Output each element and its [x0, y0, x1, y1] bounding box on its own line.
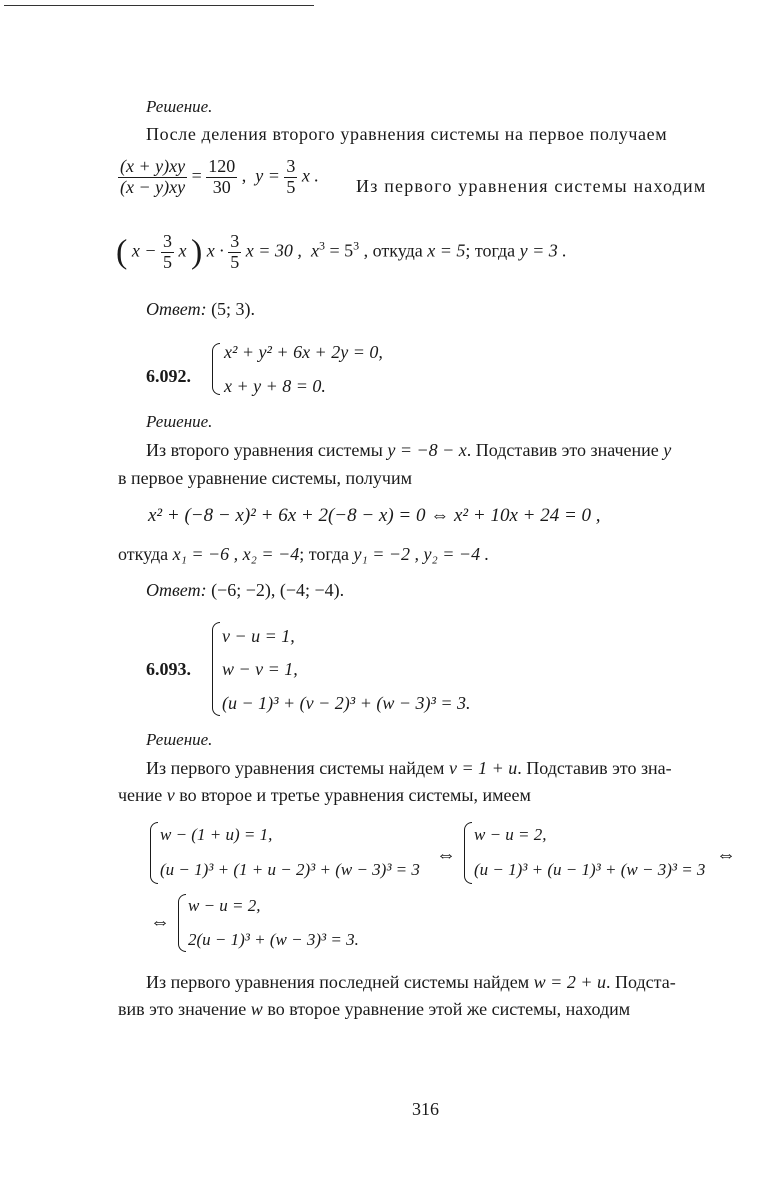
system-equation: (u − 1)³ + (1 + u − 2)³ + (w − 3)³ = 3 [160, 860, 420, 879]
math-expression: x [310, 240, 319, 261]
equation-line [116, 232, 567, 273]
text-span: чение [118, 785, 163, 805]
answer-label: Ответ: [146, 580, 207, 600]
equation-line [118, 157, 319, 198]
math-expression: y₁ = −2 , y₂ = −4 . [353, 544, 490, 564]
solution-label: Решение. [146, 97, 213, 116]
system-brace [464, 822, 472, 884]
text-span: Из первого уравнения последней системы найдем [146, 972, 530, 992]
header-rule [4, 5, 314, 6]
math-expression: v = 1 + u [448, 758, 518, 778]
text-span: вив это значение [118, 999, 247, 1019]
text-span: Из первого уравнения системы найдем [146, 758, 445, 778]
math-expression: y = 3 . [519, 240, 567, 261]
math-expression: x . [301, 165, 319, 186]
math-expression: x₁ = −6 , x₂ = −4 [172, 544, 300, 564]
math-expression: x · [206, 240, 224, 261]
system-equation: w − v = 1, [222, 659, 298, 679]
system-equation: 2(u − 1)³ + (w − 3)³ = 3. [188, 930, 359, 949]
system-equation: x + y + 8 = 0. [224, 376, 326, 396]
problem-number: 6.092. [146, 366, 191, 386]
paragraph-text [146, 973, 676, 991]
math-expression: w [250, 999, 263, 1019]
text-span: откуда [118, 544, 169, 564]
text-span: . Подставив это значение [466, 440, 659, 460]
fraction-denominator: 30 [212, 176, 231, 197]
solution-label: Решение. [146, 730, 213, 749]
fraction-numerator: 3 [286, 156, 296, 176]
math-expression: y = −8 − x [387, 440, 467, 460]
system-brace [150, 822, 158, 884]
iff-symbol: ⇔ [716, 844, 736, 866]
superscript: 3 [353, 238, 360, 253]
paragraph-text: в первое уравнение системы, получим [118, 468, 412, 488]
math-expression: y = [255, 165, 280, 186]
paragraph-text [118, 1000, 630, 1018]
text-span: во второе уравнение этой же системы, находим [267, 999, 631, 1019]
system-equation: (u − 1)³ + (u − 1)³ + (w − 3)³ = 3 [474, 860, 706, 879]
system-equation: v − u = 1, [222, 626, 295, 646]
math-expression: x = 30 , [245, 240, 302, 261]
fraction-numerator: (x + y)xy [120, 156, 186, 176]
answer-line [146, 300, 255, 318]
paragraph-text: После деления второго уравнения системы на первое получаем [146, 124, 668, 144]
fraction-denominator: (x − y)xy [120, 176, 186, 197]
fraction-numerator: 3 [230, 231, 240, 251]
solution-label: Решение. [146, 412, 213, 431]
paragraph-text: , откуда [363, 240, 423, 261]
system-equation: (u − 1)³ + (v − 2)³ + (w − 3)³ = 3. [222, 693, 471, 713]
answer-value: (5; 3). [211, 299, 256, 319]
fraction-numerator: 120 [208, 156, 236, 176]
paragraph-text [118, 545, 489, 563]
text-span: во второе и третье уравнения системы, имеем [179, 785, 531, 805]
fraction-numerator: 3 [162, 231, 172, 251]
system-equation: w − (1 + u) = 1, [160, 825, 273, 844]
superscript: 3 [318, 238, 325, 253]
text-span: ; тогда [299, 544, 349, 564]
page-number: 316 [412, 1099, 439, 1119]
paragraph-text: Из первого уравнения системы находим [356, 176, 707, 196]
text-span: . Подста- [605, 972, 676, 992]
math-expression: x [178, 240, 187, 261]
paren: ) [190, 233, 203, 271]
paragraph-text [146, 441, 671, 459]
math-expression: w = 2 + u [533, 972, 606, 992]
system-equation: w − u = 2, [188, 896, 261, 915]
fraction-denominator: 5 [286, 176, 296, 197]
math-expression: = 5 [329, 240, 354, 261]
text-span: . Подставив это зна- [517, 758, 672, 778]
math-expression: v [166, 785, 175, 805]
fraction-denominator: 5 [230, 251, 240, 272]
paragraph-text: ; тогда [465, 240, 516, 261]
system-equation: w − u = 2, [474, 825, 547, 844]
paragraph-text [146, 759, 672, 777]
iff-symbol: ⇔ [150, 911, 170, 933]
paragraph-text [118, 786, 531, 804]
math-expression: x = 5 [427, 240, 466, 261]
iff-symbol: ⇔ [436, 844, 456, 866]
math-expression: y [663, 440, 672, 460]
text-span: Из второго уравнения системы [146, 440, 383, 460]
problem-number: 6.093. [146, 659, 191, 679]
paren: ( [116, 233, 128, 271]
answer-line [146, 581, 344, 599]
comma: , [241, 165, 247, 186]
answer-label: Ответ: [146, 299, 207, 319]
equation-line: x² + (−8 − x)² + 6x + 2(−8 − x) = 0 ⇔ x² + 10x + 24 = 0 , [148, 505, 601, 526]
equals-sign: = [191, 165, 202, 186]
system-brace [178, 894, 186, 952]
fraction-denominator: 5 [162, 251, 172, 272]
system-brace [212, 343, 220, 395]
math-expression: x − [131, 240, 157, 261]
answer-value: (−6; −2), (−4; −4). [211, 580, 345, 600]
system-equation: x² + y² + 6x + 2y = 0, [224, 342, 383, 362]
system-brace [212, 622, 220, 716]
